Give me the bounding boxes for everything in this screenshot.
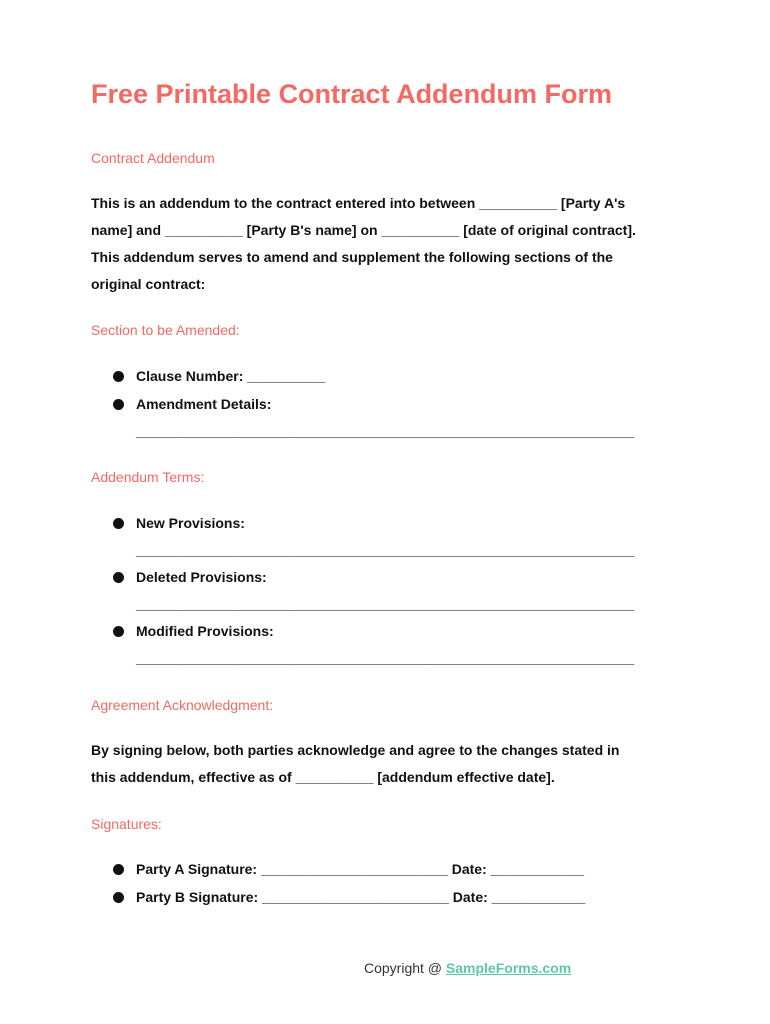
document-title: Free Printable Contract Addendum Form <box>91 79 613 109</box>
acknowledgment-line-1: By signing below, both parties acknowledge and agree to the changes stated in <box>91 742 620 758</box>
contract-addendum-line-4: original contract: <box>91 276 206 292</box>
contract-addendum-line-1: This is an addendum to the contract entered into between __________ [Party A's <box>91 195 626 211</box>
contract-addendum-heading: Contract Addendum <box>91 150 215 166</box>
acknowledgment-line-2: this addendum, effective as of __________ [addendum effective date]. <box>91 769 555 785</box>
amendment-details-blank: ________________________________________________________________ <box>136 423 635 439</box>
copyright-prefix: Copyright @ <box>364 960 446 976</box>
contract-addendum-paragraph <box>91 190 681 298</box>
addendum-terms-heading: Addendum Terms: <box>91 469 205 485</box>
bullet-icon <box>113 892 124 903</box>
deleted-provisions-label: Deleted Provisions: <box>136 569 267 585</box>
modified-provisions-label: Modified Provisions: <box>136 623 274 639</box>
contract-addendum-line-2: name] and __________ [Party B's name] on __________ [date of original contract]. <box>91 222 636 238</box>
acknowledgment-heading: Agreement Acknowledgment: <box>91 697 274 713</box>
bullet-icon <box>113 371 124 382</box>
copyright-footer <box>364 958 571 978</box>
bullet-icon <box>113 864 124 875</box>
clause-number-label: Clause Number: __________ <box>136 368 326 384</box>
bullet-icon <box>113 399 124 410</box>
acknowledgment-paragraph <box>91 737 681 791</box>
new-provisions-blank: ________________________________________________________________ <box>136 542 635 558</box>
party-a-signature-line: Party A Signature: ________________________ Date: ____________ <box>136 861 585 877</box>
deleted-provisions-blank: ________________________________________________________________ <box>136 596 635 612</box>
section-amended-heading: Section to be Amended: <box>91 322 240 338</box>
signatures-heading: Signatures: <box>91 816 162 832</box>
sampleforms-link[interactable]: SampleForms.com <box>445 960 572 976</box>
new-provisions-label: New Provisions: <box>136 515 245 531</box>
bullet-icon <box>113 572 124 583</box>
party-b-signature-line: Party B Signature: ________________________ Date: ____________ <box>136 889 586 905</box>
modified-provisions-blank: ________________________________________________________________ <box>136 650 635 666</box>
bullet-icon <box>113 518 124 529</box>
bullet-icon <box>113 626 124 637</box>
contract-addendum-line-3: This addendum serves to amend and supplement the following sections of the <box>91 249 613 265</box>
amendment-details-label: Amendment Details: <box>136 396 272 412</box>
